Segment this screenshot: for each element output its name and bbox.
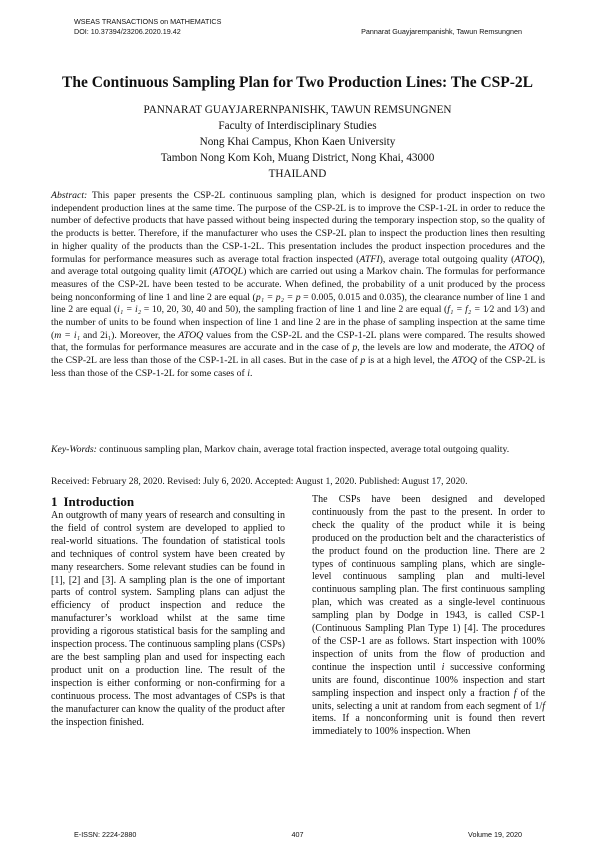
doi: DOI: 10.37394/23206.2020.19.42 — [74, 27, 181, 36]
abstract-math: 1⁄2 and 1⁄3 — [483, 304, 526, 316]
author-names: PANNARAT GUAYJARERNPANISHK, TAWUN REMSUNGNEN — [143, 104, 452, 116]
running-header-authors: Pannarat Guayjarernpanishk, Tawun Remsungnen — [361, 27, 522, 36]
abstract-text: ), average total outgoing quality ( — [379, 253, 515, 265]
footer-issn: E-ISSN: 2224-2880 — [74, 830, 137, 839]
body-column-right — [312, 494, 545, 739]
abstract-text: = 10, 20, 30, 40 and 50), the sampling fraction of line 1 and line 2 are equal ( — [141, 304, 448, 316]
author-block — [40, 102, 555, 182]
journal-name: WSEAS TRANSACTIONS on MATHEMATICS — [74, 17, 222, 26]
abstract-text: of the CSP-2L are less than those of the CSP-1-2L in all cases. But in the case of — [51, 342, 546, 367]
affiliation-line: Faculty of Interdisciplinary Studies — [218, 120, 377, 132]
abstract-math: 2i₁ — [100, 329, 112, 341]
affiliation-line: Nong Khai Campus, Khon Kaen University — [199, 136, 396, 148]
body-math: f — [542, 700, 545, 712]
abstract-math: i — [247, 367, 250, 379]
footer-volume: Volume 19, 2020 — [468, 830, 522, 839]
abstract-text: ), and average total outgoing quality limit ( — [51, 253, 545, 278]
abstract-term: ATOQ — [514, 253, 540, 265]
abstract-text: ). Moreover, the — [111, 329, 179, 341]
abstract-term: ATOQ — [509, 342, 534, 354]
abstract-text: is at a high level, the — [365, 355, 452, 367]
abstract-text: values from the CSP-2L and the CSP-1-2L plans were compared. The results showed that, the formulas for performance measures are accurate and in the case of — [51, 329, 545, 354]
affiliation-line: Tambon Nong Kom Koh, Muang District, Nong Khai, 43000 — [160, 152, 435, 164]
abstract-term: ATOQL — [212, 266, 244, 278]
body-text: The CSPs have been designed and developed continuously from the past to the present. In order to check the quality of the product while it is being produced on the production belt and the characteristics of the product found on the production line. There are 2 types of continuous sampling plans, which are single-level continuous sampling plan and multi-level continuous sampling plan. The first continuous sampling plan, which was created as a single-level continuous sampling plan by Dodge in 1943, is called CSP-1 (Continuous Sampling Plan Type 1) [4]. The procedures of the CSP-1 are as follows. Start inspection with 100% inspection of units from the flow of production and continue the inspection until — [312, 494, 545, 673]
received-dates: Received: February 28, 2020. Revised: July 6, 2020. Accepted: August 1, 2020. Published: August 17, 2020. — [51, 476, 468, 487]
abstract-text: This paper presents the CSP-2L continuous sampling plan, which is designed for product inspection on two independent production lines at the same time. The purpose of the CSP-2L is to improve the CSP-1-2L in order to reduce the number of defective products that have passed without being inspected during the temporary inspection stop, so the quality of the products is better. Therefore, if the manufacturer who uses the CSP-2L plan to inspect the production lines then resulting in higher quality of the products than the CSP-1-2L. This presentation includes the product inspection procedures and the formulas for performance measures such as average total fraction inspected ( — [51, 190, 545, 265]
abstract-term: ATOQ — [178, 329, 204, 341]
abstract-term: ATFI — [359, 253, 380, 265]
abstract-text: . — [249, 367, 253, 379]
body-math: i — [441, 661, 445, 673]
abstract-text: of the CSP-2L is less than those of the CSP-1-2L for some cases of — [51, 355, 545, 379]
body-column-left: An outgrowth of many years of research and consulting in the field of control system are developed to applied to real-world situations. The foundation of statistical tools and techniques of control system have been created by many researchers. Some relevant studies can be found in [1], [2] and [3]. A sampling plan is the one of important parts of control system. Sampling plans can adjust the efficiency of product inspection and reduce the manufacturer’s workload whilst at the same time providing a rigorous statistical basis for the sampling and inspection process. The continuous sampling plans (CSPs) are the best sampling plan and used for inspecting each product unit on a production line. The result of the inspection is either conforming or non-confirming for a continuous process. The most advantages of CSPs is that the manufacturer can know the quality of the product after the inspection finished. — [51, 510, 285, 728]
keywords-label: Key-Words: — [51, 444, 97, 455]
section-heading — [51, 494, 134, 510]
abstract-math: p — [352, 342, 358, 354]
paper-title: The Continuous Sampling Plan for Two Production Lines: The CSP-2L — [62, 74, 533, 91]
abstract-math: i₁ = i₂ — [117, 304, 142, 316]
section-title: Introduction — [63, 494, 135, 509]
abstract-text: , the levels are low and moderate, the — [357, 342, 510, 354]
running-header-left — [74, 17, 221, 37]
abstract-math: m = i₁ — [54, 329, 80, 341]
affiliation-country: THAILAND — [268, 168, 327, 180]
abstract-math: p — [360, 355, 366, 367]
abstract-text: ) which are carried out using a Markov chain. The formulas for performance measures of the CSP-2L have been tested to be accurate. When defined, the probability of a unit produced by the process being nonconforming of line 1 and line 2 are equal ( — [51, 266, 545, 303]
abstract-label: Abstract: — [51, 190, 88, 201]
keywords-text: continuous sampling plan, Markov chain, average total fraction inspected, average total outgoing quality. — [96, 444, 510, 455]
body-text: successive conforming units are found, discontinue 100% inspection and start sampling inspection and inspect only a fraction — [312, 661, 545, 699]
abstract-text: and — [80, 329, 101, 341]
page-number: 407 — [291, 830, 304, 839]
abstract-math: p₁ = p₂ = p — [255, 291, 301, 303]
body-text: of the units, selecting a unit at random from each segment of 1/ — [312, 687, 546, 712]
body-math: f — [513, 687, 517, 699]
keywords — [51, 444, 545, 457]
section-number: 1 — [51, 494, 58, 509]
body-text: items. If a nonconforming unit is found then revert immediately to 100% inspection. When — [312, 713, 545, 738]
abstract-text: ) and the number of units to be found when inspection of line 1 and line 2 are in the phase of sampling inspection at the same time ( — [51, 304, 546, 341]
abstract-math: f₁ = f₂ = — [447, 304, 484, 316]
abstract-term: ATOQ — [452, 355, 477, 367]
abstract-text: = 0.005, 0.015 and 0.035), the clearance number of line 1 and line 2 are equal ( — [51, 291, 545, 316]
abstract — [51, 190, 545, 381]
